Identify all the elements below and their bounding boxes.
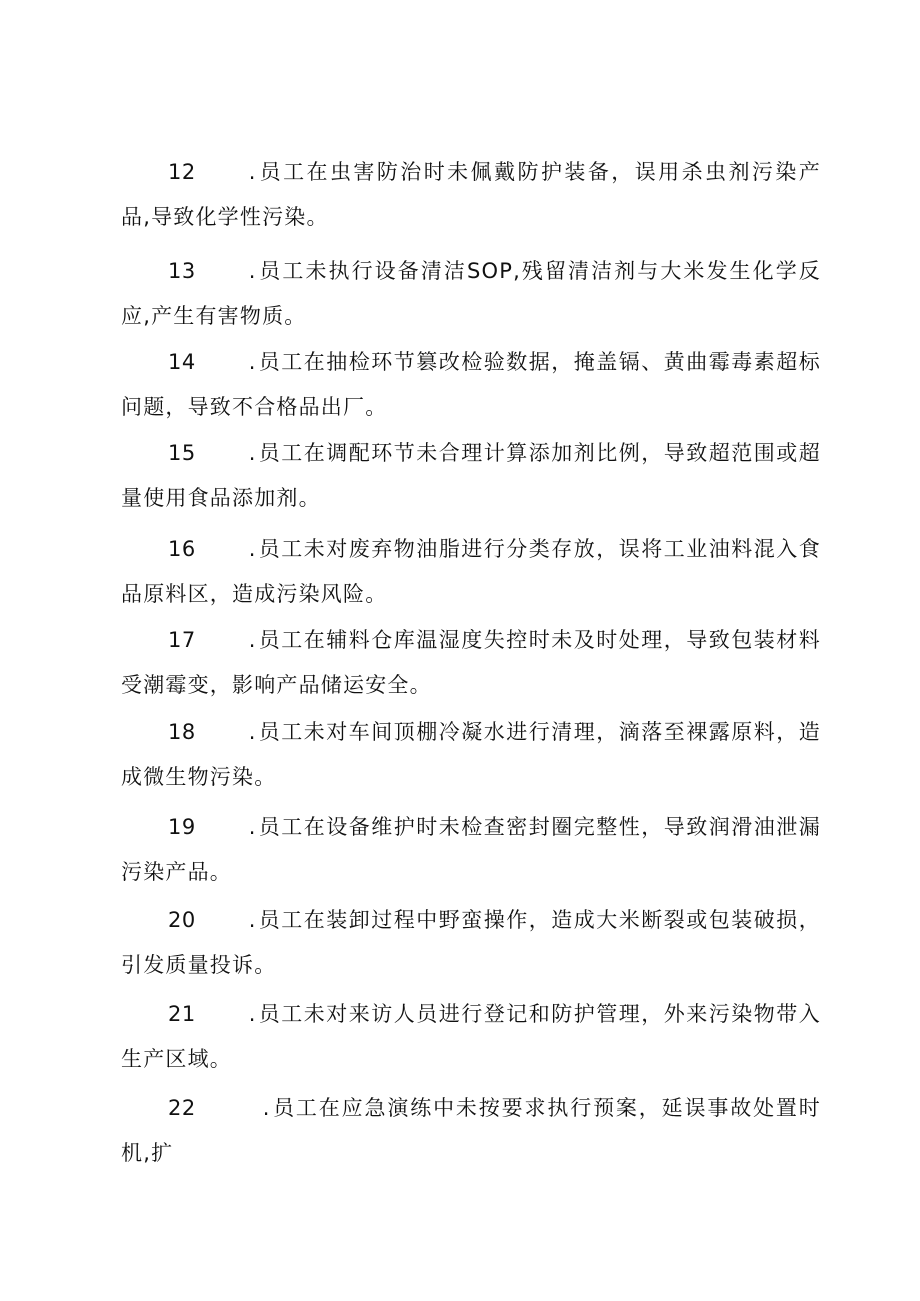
- item-number: 17: [168, 628, 196, 652]
- item-number: 20: [168, 908, 196, 932]
- item-number: 16: [168, 537, 196, 561]
- item-text: 员工在装卸过程中野蛮操作，造成大米断裂或包装破损，引发质量投诉。: [121, 908, 821, 977]
- item-text: 员工在调配环节未合理计算添加剂比例，导致超范围或超量使用食品添加剂。: [121, 441, 821, 510]
- list-item-14: 14 . 员工在抽检环节篡改检验数据，掩盖镉、黄曲霉毒素超标问题，导致不合格品出厂。: [121, 340, 821, 430]
- item-number: 18: [168, 720, 196, 744]
- item-number: 15: [168, 441, 196, 465]
- list-item-21: 21 . 员工未对来访人员进行登记和防护管理，外来污染物带入生产区域。: [121, 992, 821, 1082]
- item-number: 19: [168, 815, 196, 839]
- item-text: 员工在抽检环节篡改检验数据，掩盖镉、黄曲霉毒素超标问题，导致不合格品出厂。: [121, 350, 821, 419]
- item-text: 员工在设备维护时未检查密封圈完整性，导致润滑油泄漏污染产品。: [121, 815, 821, 884]
- item-number: 14: [168, 350, 196, 374]
- list-item-20: 20 . 员工在装卸过程中野蛮操作，造成大米断裂或包装破损，引发质量投诉。: [121, 898, 821, 988]
- list-item-15: 15 . 员工在调配环节未合理计算添加剂比例，导致超范围或超量使用食品添加剂。: [121, 431, 821, 521]
- item-text: 员工在辅料仓库温湿度失控时未及时处理，导致包装材料受潮霉变，影响产品储运安全。: [121, 628, 821, 697]
- item-number: 21: [168, 1002, 196, 1026]
- list-item-12: 12 . 员工在虫害防治时未佩戴防护装备，误用杀虫剂污染产品,导致化学性污染。: [121, 150, 821, 240]
- item-text: 员工未对废弃物油脂进行分类存放，误将工业油料混入食品原料区，造成污染风险。: [121, 537, 821, 606]
- list-item-17: 17 . 员工在辅料仓库温湿度失控时未及时处理，导致包装材料受潮霉变，影响产品储运安全。: [121, 618, 821, 708]
- item-text: 员工未对来访人员进行登记和防护管理，外来污染物带入生产区域。: [121, 1002, 821, 1071]
- item-number: 13: [168, 259, 196, 283]
- item-text: 员工未对车间顶棚冷凝水进行清理，滴落至裸露原料，造成微生物污染。: [121, 720, 821, 789]
- item-number: 22: [168, 1096, 196, 1120]
- list-item-22: 22 . 员工在应急演练中未按要求执行预案，延误事故处置时机,扩: [121, 1086, 821, 1176]
- item-text: 员工未执行设备清洁SOP,残留清洁剂与大米发生化学反应,产生有害物质。: [121, 259, 821, 328]
- list-item-19: 19 . 员工在设备维护时未检查密封圈完整性，导致润滑油泄漏污染产品。: [121, 805, 821, 895]
- item-number: 12: [168, 160, 196, 184]
- item-text: 员工在应急演练中未按要求执行预案，延误事故处置时机,扩: [121, 1096, 821, 1165]
- list-item-13: 13 . 员工未执行设备清洁SOP,残留清洁剂与大米发生化学反应,产生有害物质。: [121, 249, 821, 339]
- list-item-18: 18 . 员工未对车间顶棚冷凝水进行清理，滴落至裸露原料，造成微生物污染。: [121, 710, 821, 800]
- item-text: 员工在虫害防治时未佩戴防护装备，误用杀虫剂污染产品,导致化学性污染。: [121, 160, 821, 229]
- list-item-16: 16 . 员工未对废弃物油脂进行分类存放，误将工业油料混入食品原料区，造成污染风险。: [121, 527, 821, 617]
